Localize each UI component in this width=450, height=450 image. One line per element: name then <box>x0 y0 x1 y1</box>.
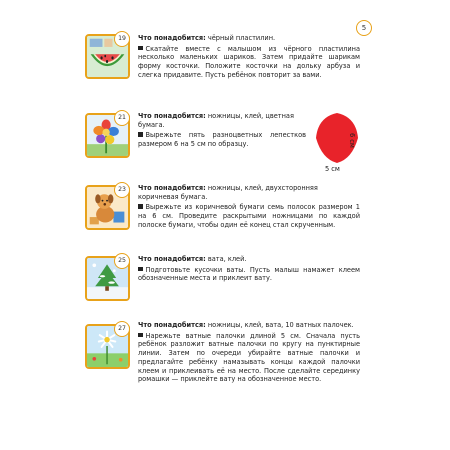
materials-list: чёрный пластилин. <box>205 34 276 42</box>
activity-number: 21 <box>114 110 130 126</box>
activity-text <box>138 112 306 149</box>
page-number: 5 <box>356 20 372 36</box>
materials-list: ножницы, клей, вата, 10 ватных палочек. <box>205 321 354 329</box>
instruction-text: Скатайте вместе с малышом из чёрного пластилина несколько маленьких шариков. Затем придайте шарикам форму косточки. Положите косточки на дольку арбуза и слегка придавите. Пусть ребёнок повторит за вами. <box>138 44 360 79</box>
activity-number: 25 <box>114 253 130 269</box>
materials-label: Что понадобится: <box>138 112 206 120</box>
bullet-square-icon <box>138 204 143 209</box>
materials-list: ножницы, клей, цветная бумага. <box>138 112 294 129</box>
activity-text <box>138 255 360 283</box>
activity-text <box>138 184 360 230</box>
bullet-square-icon <box>138 333 143 338</box>
activity-number: 23 <box>114 182 130 198</box>
petal-template <box>308 107 366 165</box>
instruction-text: Нарежьте ватные палочки длиной 5 см. Сначала пусть ребёнок разложит ватные палочки по кругу на пунктирные линии. Затем по очереди убирайте ватные палочки и предлагайте ребёнку намазывать концы каждой палочки клеем и приклеивать её на место. После сделайте серединку ромашки — приклейте вату на обозначенное место. <box>138 331 360 384</box>
activity-text <box>138 34 360 80</box>
petal-width-label: 5 см <box>325 165 340 173</box>
materials-list: ножницы, клей, двухсторонняя коричневая бумага. <box>138 184 318 201</box>
bullet-square-icon <box>138 267 143 272</box>
activity-number: 27 <box>114 321 130 337</box>
activity-text <box>138 321 360 384</box>
materials-list: вата, клей. <box>205 255 247 263</box>
materials-label: Что понадобится: <box>138 255 206 263</box>
materials-label: Что понадобится: <box>138 321 206 329</box>
materials-label: Что понадобится: <box>138 184 206 192</box>
bullet-square-icon <box>138 132 143 137</box>
instruction-text: Вырежьте из коричневой бумаги семь полосок размером 1 на 6 см. Проведите раскрытыми ножницами по каждой полоске бумаги, чтобы один её конец стал скрученным. <box>138 203 360 229</box>
petal-height-label: 6 см <box>348 133 356 148</box>
activity-number: 19 <box>114 31 130 47</box>
instruction-text: Подготовьте кусочки ваты. Пусть малыш намажет клеем обозначенные места и приклеит вату. <box>138 265 360 283</box>
materials-label: Что понадобится: <box>138 34 206 42</box>
bullet-square-icon <box>138 46 143 51</box>
instruction-text: Вырежьте пять разноцветных лепестков размером 6 на 5 см по образцу. <box>138 131 306 149</box>
